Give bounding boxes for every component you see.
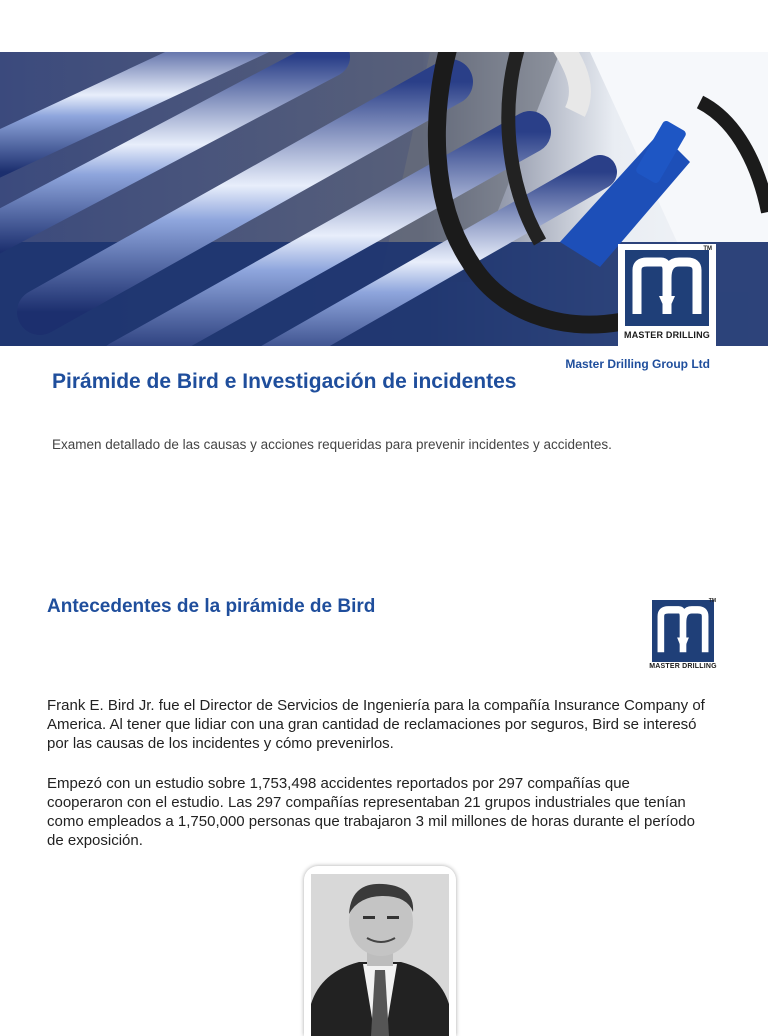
trademark-label: TM [703, 246, 712, 252]
logo-mark-icon [625, 250, 709, 326]
hero-image-drilling-pipes [0, 52, 768, 346]
portrait-frame [304, 866, 456, 1036]
company-name: Master Drilling Group Ltd [565, 357, 710, 371]
master-drilling-logo [618, 244, 716, 346]
section-title: Antecedentes de la pirámide de Bird [47, 596, 376, 617]
logo-mark-icon [652, 600, 714, 662]
logo-brand-text: MASTER DRILLING [649, 663, 717, 670]
portrait-photo [311, 874, 449, 1036]
master-drilling-logo-small [648, 598, 718, 672]
paragraph-bird-background: Frank E. Bird Jr. fue el Director de Servicios de Ingeniería para la compañía Insurance Company of America. Al tener que lidiar con una gran cantidad de reclamaciones por seguros, Bird se interesó por las causas de los incidentes y cómo prevenirlos. [47, 697, 705, 752]
slide-subtitle: Examen detallado de las causas y acciones requeridas para prevenir incidentes y accidentes. [52, 437, 612, 452]
slide-title: Pirámide de Bird e Investigación de incidentes [52, 370, 517, 393]
trademark-label: TM [708, 598, 716, 604]
paragraph-study-details: Empezó con un estudio sobre 1,753,498 accidentes reportados por 297 compañías que cooperaron con el estudio. Las 297 compañías representaban 21 grupos industriales que tenían como empleados a 1,750,000 personas que trabajaron 3 mil millones de horas durante el período de exposición. [47, 775, 695, 849]
background-slide [0, 560, 768, 1024]
logo-brand-text: MASTER DRILLING [624, 330, 710, 340]
